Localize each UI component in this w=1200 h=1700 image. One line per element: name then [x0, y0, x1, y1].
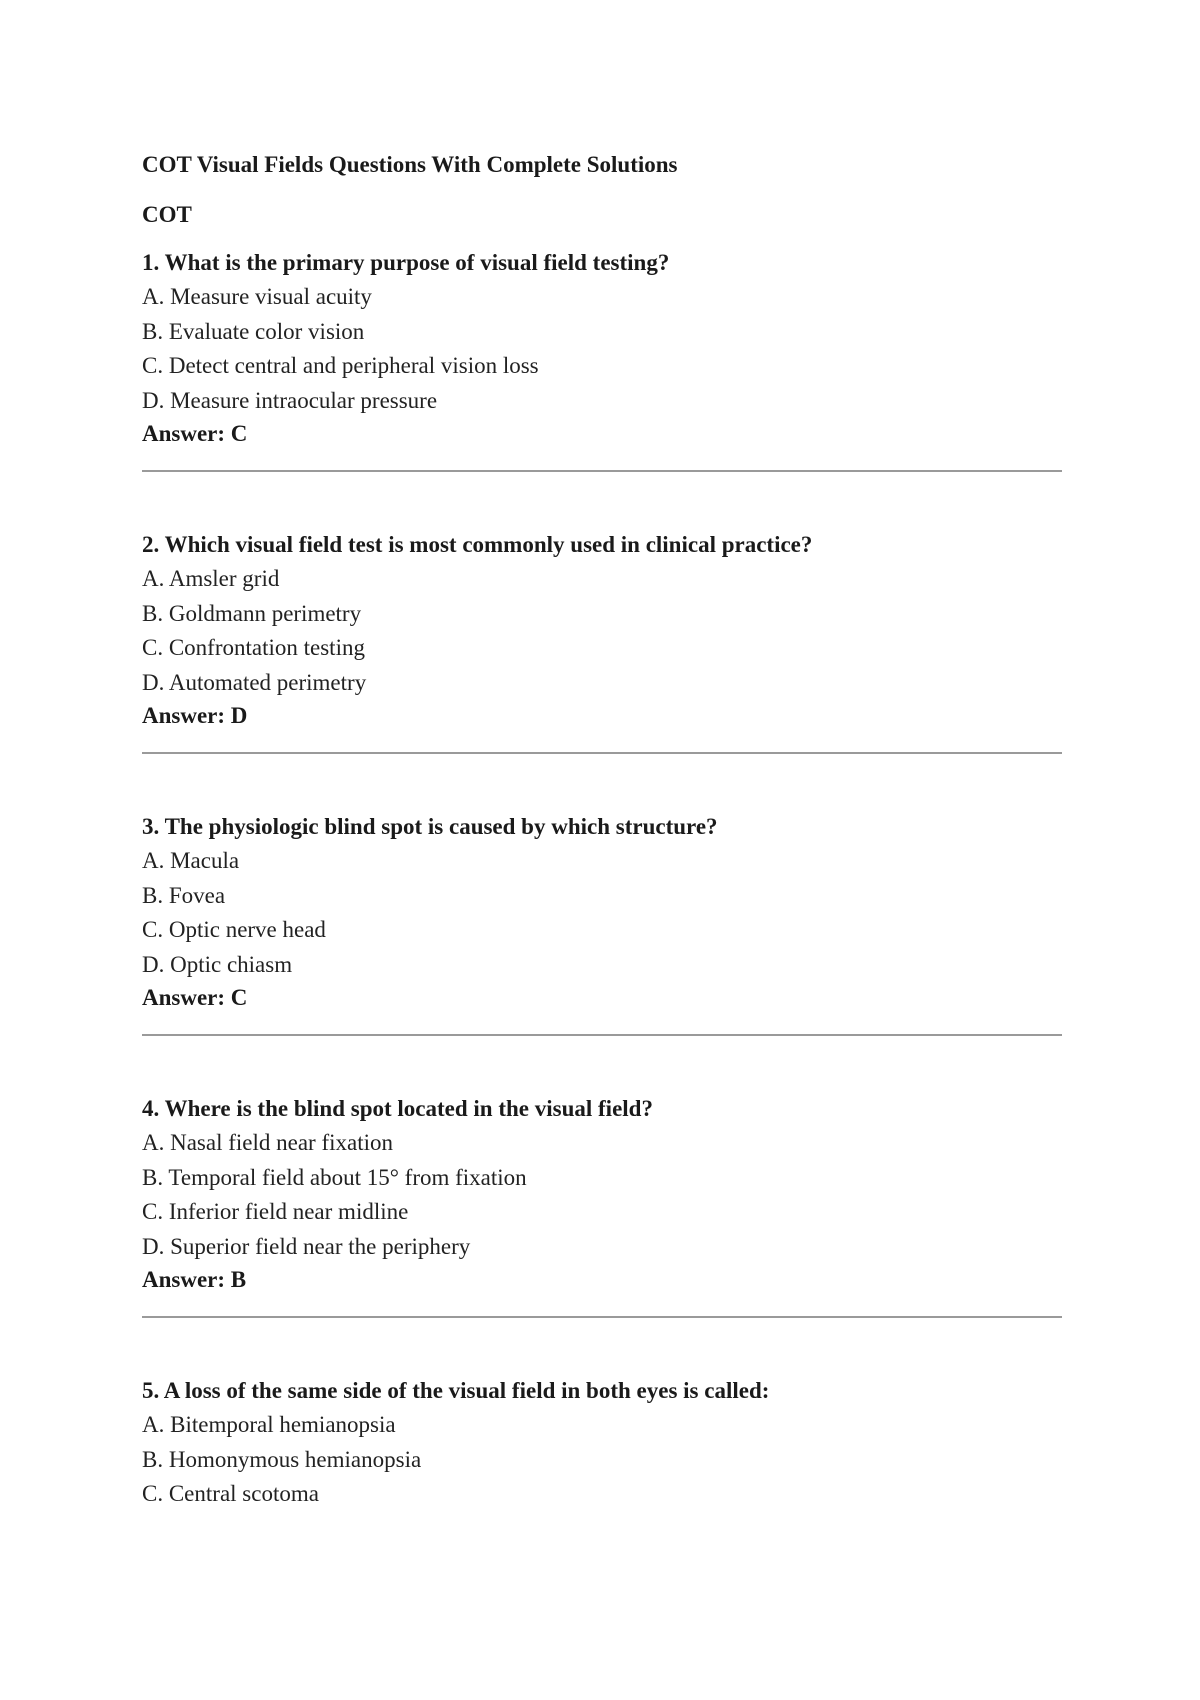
question-text: 1. What is the primary purpose of visual field testing? [142, 250, 670, 275]
question-5 [142, 1374, 1062, 1512]
answer-line: Answer: D [142, 703, 248, 728]
option-c: C. Confrontation testing [142, 635, 365, 660]
option-b: B. Evaluate color vision [142, 318, 365, 344]
question-1 [142, 246, 1062, 450]
option-b: B. Goldmann perimetry [142, 600, 362, 626]
option-b: B. Temporal field about 15° from fixation [142, 1164, 527, 1190]
option-c: C. Optic nerve head [142, 917, 326, 942]
question-text: 3. The physiologic blind spot is caused by which structure? [142, 814, 718, 839]
question-3 [142, 810, 1062, 1014]
option-b: B. Fovea [142, 882, 226, 908]
option-a: A. Measure visual acuity [142, 284, 372, 309]
question-text: 5. A loss of the same side of the visual field in both eyes is called: [142, 1378, 770, 1403]
question-4 [142, 1092, 1062, 1296]
option-d: D. Automated perimetry [142, 669, 367, 695]
question-text: 2. Which visual field test is most commonly used in clinical practice? [142, 532, 813, 557]
option-d: D. Superior field near the periphery [142, 1233, 471, 1259]
answer-line: Answer: B [142, 1267, 247, 1292]
answer-line: Answer: C [142, 421, 248, 446]
question-divider [142, 1316, 1062, 1318]
option-c: C. Inferior field near midline [142, 1199, 409, 1224]
answer-line: Answer: C [142, 985, 248, 1010]
option-c: C. Central scotoma [142, 1481, 319, 1506]
option-d: D. Measure intraocular pressure [142, 387, 438, 413]
question-2 [142, 528, 1062, 732]
document-page [142, 150, 1062, 1512]
question-divider [142, 470, 1062, 472]
option-a: A. Bitemporal hemianopsia [142, 1412, 396, 1437]
option-c: C. Detect central and peripheral vision loss [142, 353, 539, 378]
question-divider [142, 1034, 1062, 1036]
option-a: A. Amsler grid [142, 566, 280, 591]
document-subtitle: COT [142, 202, 192, 227]
option-a: A. Nasal field near fixation [142, 1130, 393, 1155]
document-title: COT Visual Fields Questions With Complete Solutions [142, 152, 678, 177]
option-b: B. Homonymous hemianopsia [142, 1446, 422, 1472]
question-divider [142, 752, 1062, 754]
option-d: D. Optic chiasm [142, 951, 293, 977]
question-text: 4. Where is the blind spot located in the visual field? [142, 1096, 653, 1121]
option-a: A. Macula [142, 848, 240, 873]
